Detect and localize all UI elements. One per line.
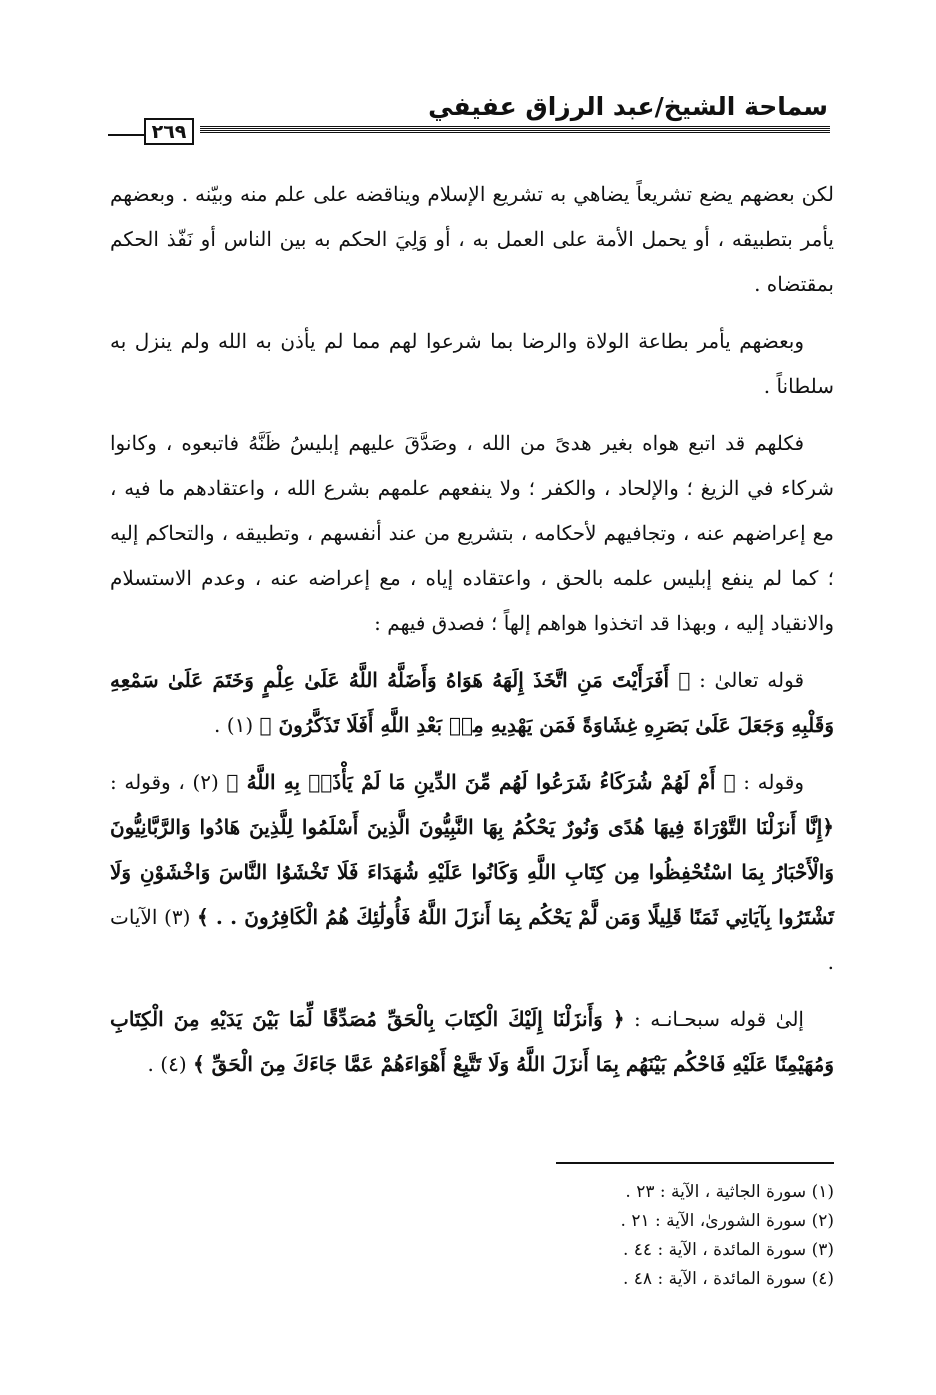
running-header-title: سماحة الشيخ/عبد الرزاق عفيفي	[428, 92, 828, 121]
paragraph-5	[110, 760, 834, 985]
quran-verse: ﴿ أَمْ لَهُمْ شُرَكَاءُ شَرَعُوا لَهُم مِّنَ الدِّينِ مَا لَمْ يَأْذَنۢ بِهِ اللَّهُ ﴾	[226, 770, 736, 794]
footnote-ref: (١) .	[214, 713, 260, 737]
quran-verse: ﴿إِنَّا أَنزَلْنَا التَّوْرَاةَ فِيهَا هُدًى وَنُورٌ يَحْكُمُ بِهَا النَّبِيُّونَ الَّذِينَ أَسْلَمُوا لِلَّذِينَ هَادُوا وَالرَّبَّانِيُّونَ وَالْأَحْبَارُ بِمَا اسْتُحْفِظُوا مِن كِتَابِ اللَّهِ وَكَانُوا عَلَيْهِ شُهَدَاءَ فَلَا تَخْشَوُا النَّاسَ وَاخْشَوْنِ وَلَا تَشْتَرُوا بِآيَاتِي ثَمَنًا قَلِيلًا وَمَن لَّمْ يَحْكُم بِمَا أَنزَلَ اللَّهُ فَأُولَٰئِكَ هُمُ الْكَافِرُونَ . . ﴾	[110, 815, 834, 929]
paragraph-6	[110, 997, 834, 1087]
footnote-item: (٢) سورة الشورىٰ، الآية : ٢١ .	[620, 1211, 834, 1231]
footnote-ref: (٣) الآيات .	[110, 905, 834, 974]
page-number: ٢٦٩	[144, 118, 194, 145]
footnotes	[234, 1178, 834, 1294]
verse-intro: قوله تعالىٰ :	[690, 668, 805, 692]
paragraph-1: لكن بعضهم يضع تشريعاً يضاهي به تشريع الإسلام ويناقضه على علم منه وبيّنه . وبعضهم يأمر بتطبيقه ، أو يحمل الأمة على العمل به ، أو وَلِيَ الحكم به بين الناس أو نَفّذ الحكم بمقتضاه .	[110, 182, 834, 296]
main-text	[110, 172, 834, 1099]
quran-verse: ﴿ أَفَرَأَيْتَ مَنِ اتَّخَذَ إِلَهَهُ هَوَاهُ وَأَضَلَّهُ اللَّهُ عَلَىٰ عِلْمٍ وَخَتَمَ عَلَىٰ سَمْعِهِ وَقَلْبِهِ وَجَعَلَ عَلَىٰ بَصَرِهِ غِشَاوَةً فَمَن يَهْدِيهِ مِنۢ بَعْدِ اللَّهِ أَفَلَا تَذَكَّرُونَ ﴾	[110, 668, 834, 737]
paragraph-4	[110, 658, 834, 748]
footnote-ref: (٢) ، وقوله :	[110, 770, 227, 794]
verse-intro: وقوله :	[735, 770, 805, 794]
paragraph-3: فكلهم قد اتبع هواه بغير هدىً من الله ، وصَدَّقَ عليهم إبليسُ ظَنَّهُ فاتبعوه ، وكانوا شركاء في الزيغ ؛ والإلحاد ، والكفر ؛ ولا ينفعهم علمهم بشرع الله ، واعتقادهم ما فيه ، مع إعراضهم عنه ، وتجافيهم لأحكامه ، بتشريع من عند أنفسهم ، وتطبيقه ، والتحاكم إليه ؛ كما لم ينفع إبليس علمه بالحق ، واعتقاده إياه ، مع إعراضه عنه ، وعدم الاستسلام والانقياد إليه ، وبهذا قد اتخذوا هواهم إلهاً ؛ فصدق فيهم :	[110, 431, 834, 635]
header-rule	[200, 126, 830, 133]
footnote-rule	[556, 1162, 834, 1164]
verse-intro: إلىٰ قوله سبحـانـه :	[624, 1007, 804, 1031]
footnote-item: (٤) سورة المائدة ، الآية : ٤٨ .	[622, 1269, 834, 1289]
header-rule-left	[108, 134, 144, 136]
footnote-ref: (٤) .	[147, 1052, 193, 1076]
quran-verse: ﴿ وَأَنزَلْنَا إِلَيْكَ الْكِتَابَ بِالْحَقِّ مُصَدِّقًا لِّمَا بَيْنَ يَدَيْهِ مِنَ الْكِتَابِ وَمُهَيْمِنًا عَلَيْهِ فَاحْكُم بَيْنَهُم بِمَا أَنزَلَ اللَّهُ وَلَا تَتَّبِعْ أَهْوَاءَهُمْ عَمَّا جَاءَكَ مِنَ الْحَقِّ ﴾	[110, 1007, 834, 1076]
footnote-item: (٣) سورة المائدة ، الآية : ٤٤ .	[622, 1240, 834, 1260]
footnote-item: (١) سورة الجاثية ، الآية : ٢٣ .	[625, 1182, 834, 1202]
paragraph-2: وبعضهم يأمر بطاعة الولاة والرضا بما شرعوا لهم مما لم يأذن به الله ولم ينزل به سلطاناً .	[110, 329, 834, 398]
